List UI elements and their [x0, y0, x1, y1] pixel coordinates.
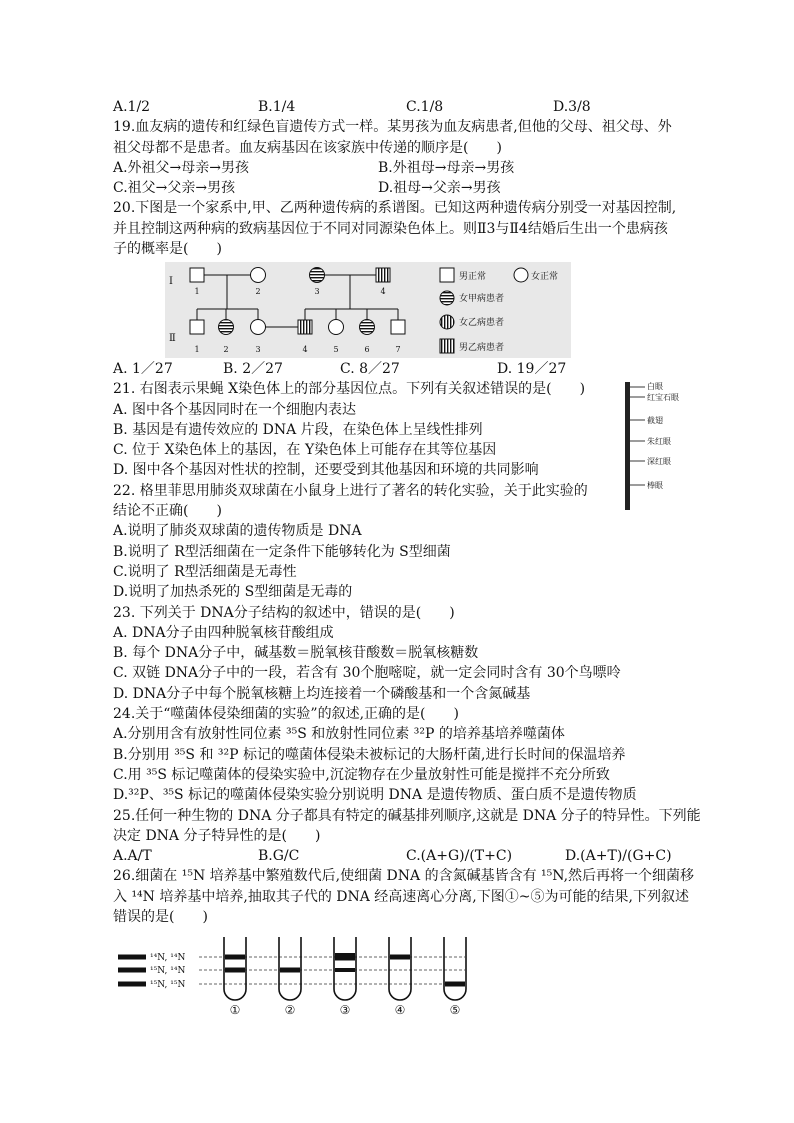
centrifuge-figure: [113, 927, 713, 1019]
tube-1-band-hybrid: [225, 968, 245, 973]
q24-option-d: D.³²P、³⁵S 标记的噬菌体侵染实验分别说明 DNA 是遗传物质、蛋白质不是遗传物质: [113, 787, 637, 804]
q20-options-row: [113, 359, 713, 379]
reference-bands: [118, 955, 146, 987]
tube-labels: [230, 1003, 461, 1017]
tube-label-1: ①: [229, 1003, 241, 1018]
gen2-number: 1: [194, 345, 200, 355]
x-chromosome-gene-map: [615, 378, 690, 514]
pedigree-figure: [113, 259, 713, 359]
chromosome-bar: [625, 382, 630, 510]
centrifuge-tubes-diagram: [113, 927, 483, 1019]
q21-option-b: B. 基因是有遗传效应的 DNA 片段，在染色体上呈线性排列: [113, 421, 483, 438]
q19-options-row: [113, 158, 713, 178]
q25-option-b: B.G/C: [258, 848, 300, 865]
reference-band-light: [118, 955, 146, 960]
tube-3-band-light: [335, 953, 355, 961]
gen2-number: 6: [364, 345, 370, 355]
q20-option-b: B. 2／27: [223, 360, 283, 377]
band-label-heavy: ¹⁵N, ¹⁵N: [150, 980, 186, 991]
tube-4: [389, 937, 411, 1000]
q18-option-c: C.1/8: [406, 99, 444, 115]
q20-stem-line: 20.下图是一个家系中,甲、乙两种遗传病的系谱图。已知这两种遗传病分别受一对基因控制,: [113, 200, 677, 217]
q20-option-a: A. 1／27: [113, 360, 173, 377]
tube-1-band-light: [225, 955, 245, 960]
legend-male-disease-b-symbol: [440, 339, 454, 353]
q20-option-d: D. 19／27: [497, 360, 567, 377]
q23-option-a: A. DNA分子由四种脱氧核苷酸组成: [113, 624, 334, 641]
gen2-number: 7: [395, 345, 401, 355]
question-list: [113, 97, 713, 1019]
q21-option-c: C. 位于 X染色体上的基因，在 Y染色体上可能存在其等位基因: [113, 442, 497, 459]
q24-option-b: B.分别用 ³⁵S 和 ³²P 标记的噬菌体侵染未被标记的大肠杆菌,进行长时间的保温培养: [113, 746, 626, 763]
tube-5: [444, 937, 466, 1000]
pedigree-chart: [165, 262, 571, 358]
ii4-male-disease-b: [298, 320, 312, 334]
i3-female-disease-a: [310, 268, 325, 283]
legend-normal-male-symbol: [440, 268, 454, 282]
gene-locus-ticks: [630, 387, 645, 485]
legend-normal-female-label: 女正常: [531, 272, 559, 283]
q24-option-c: C.用 ³⁵S 标记噬菌体的侵染实验中,沉淀物存在少量放射性可能是搅拌不充分所致: [113, 766, 610, 783]
generation-label-i: Ⅰ: [169, 276, 173, 288]
gen1-number: 4: [380, 287, 386, 297]
q20-stem-line: 子的概率是( ): [113, 241, 222, 258]
ii2-female-disease-a: [219, 320, 234, 335]
q22-stem-line: 22. 格里菲思用肺炎双球菌在小鼠身上进行了著名的转化实验，关于此实验的: [113, 482, 588, 499]
legend-male-disease-b-label: 男乙病患者: [459, 343, 505, 354]
q22-stem-line: 结论不正确( ): [113, 503, 222, 520]
tube-label-5: ⑤: [449, 1003, 461, 1018]
q19-option-d: D.祖母→父亲→男孩: [378, 180, 501, 197]
tube-label-3: ③: [339, 1003, 351, 1018]
ii3-normal-female: [251, 320, 266, 335]
gene-label-cut-wing: 截翅: [647, 416, 663, 425]
q21-option-a: A. 图中各个基因同时在一个细胞内表达: [113, 401, 357, 418]
ii5-normal-female: [329, 320, 344, 335]
tube-2-band-hybrid: [280, 968, 300, 973]
legend-female-disease-b-symbol: [440, 315, 454, 329]
i4-male-disease-b: [376, 268, 390, 282]
gen1-number: 3: [314, 287, 320, 297]
generation-label-ii: Ⅱ: [169, 333, 176, 345]
q22-option-c: C.说明了 R型活细菌是无毒性: [113, 563, 297, 580]
q19-options-row: [113, 178, 713, 198]
q18-option-a: A.1/2: [113, 99, 151, 115]
ii7-normal-male: [391, 320, 405, 334]
q19-stem-line: 19.血友病的遗传和红绿色盲遗传方式一样。某男孩为血友病患者,但他的父母、祖父母、外: [113, 119, 672, 136]
band-label-light: ¹⁴N, ¹⁴N: [150, 953, 186, 964]
i1-normal-male: [190, 268, 204, 282]
gene-label-bar-eye: 棒眼: [647, 481, 663, 490]
i2-normal-female: [251, 268, 266, 283]
gen1-number: 1: [194, 287, 200, 297]
legend-female-disease-a-label: 女甲病患者: [459, 294, 505, 305]
q23-option-d: D. DNA分子中每个脱氧核糖上均连接着一个磷酸基和一个含氮碱基: [113, 685, 531, 702]
q25-stem-line: 决定 DNA 分子特异性的是( ): [113, 827, 321, 844]
tube-5-band-heavy: [445, 982, 465, 987]
reference-band-heavy: [118, 982, 146, 987]
q26-stem-line: 26.细菌在 ¹⁵N 培养基中繁殖数代后,使细菌 DNA 的含氮碱基皆含有 ¹⁵N,然后再将一个细菌移: [113, 868, 695, 885]
tube-label-4: ④: [394, 1003, 406, 1018]
q19-option-c: C.祖父→父亲→男孩: [113, 180, 236, 197]
legend-normal-female-symbol: [514, 268, 528, 282]
q24-stem-line: 24.关于“噬菌体侵染细菌的实验”的叙述,正确的是( ): [113, 706, 459, 723]
q22-option-d: D.说明了加热杀死的 S型细菌是无毒的: [113, 584, 353, 601]
q21-stem-line: 21. 右图表示果蝇 X染色体上的部分基因位点。下列有关叙述错误的是( ): [113, 381, 586, 398]
tube-label-2: ②: [284, 1003, 296, 1018]
q22-option-b: B.说明了 R型活细菌在一定条件下能够转化为 S型细菌: [113, 543, 451, 560]
q23-option-c: C. 双链 DNA分子中的一段，若含有 30个胞嘧啶，就一定会同时含有 30个鸟嘌呤: [113, 665, 621, 682]
gen2-number: 3: [255, 345, 261, 355]
q25-option-a: A.A/T: [113, 848, 152, 865]
q20-stem-line: 并且控制这两种病的致病基因位于不同对同源染色体上。则Ⅱ3与Ⅱ4结婚后生出一个患病孩: [113, 220, 668, 237]
ii6-female-disease-a: [360, 320, 375, 335]
gen2-number: 5: [333, 345, 339, 355]
gen2-number: 4: [302, 345, 308, 355]
q25-option-d: D.(A+T)/(G+C): [565, 848, 672, 865]
legend-female-disease-a-symbol: [440, 291, 454, 305]
gen1-number: 2: [255, 287, 261, 297]
q23-stem-line: 23. 下列关于 DNA分子结构的叙述中，错误的是( ): [113, 604, 455, 621]
q26-stem-line: 入 ¹⁴N 培养基中培养,抽取其子代的 DNA 经高速离心分离,下图①~⑤为可能的结果,下列叙述: [113, 888, 689, 905]
legend-normal-male-label: 男正常: [459, 272, 487, 283]
gene-label-ruby-eye: 红宝石眼: [647, 393, 679, 402]
tube-3-band-hybrid: [335, 968, 355, 972]
gene-labels: [647, 381, 679, 490]
q19-stem-line: 祖父母都不是患者。血友病基因在该家族中传递的顺序是( ): [113, 139, 502, 156]
q23-option-b: B. 每个 DNA分子中，碱基数＝脱氧核苷酸数＝脱氧核糖数: [113, 645, 479, 662]
gene-label-vermilion-eye: 朱红眼: [647, 437, 671, 446]
gene-label-white-eye: 白眼: [647, 382, 663, 391]
ii1-normal-male: [190, 320, 204, 334]
q19-option-a: A.外祖父→母亲→男孩: [113, 159, 250, 176]
q25-stem-line: 25.任何一种生物的 DNA 分子都具有特定的碱基排列顺序,这就是 DNA 分子的特异性。下列能: [113, 807, 701, 824]
reference-band-labels: [150, 953, 185, 990]
q20-option-c: C. 8／27: [340, 360, 400, 377]
q21-option-d: D. 图中各个基因对性状的控制，还要受到其他基因和环境的共同影响: [113, 462, 539, 479]
q25-option-c: C.(A+G)/(T+C): [406, 848, 513, 865]
q26-stem-line: 错误的是( ): [113, 908, 208, 925]
q25-options-row: [113, 846, 713, 866]
q18-option-d: D.3/8: [553, 99, 591, 115]
gene-label-garnet-eye: 深红眼: [647, 457, 671, 466]
tube-4-band-light: [390, 955, 410, 960]
q18-option-b: B.1/4: [258, 99, 296, 115]
q22-option-a: A.说明了肺炎双球菌的遗传物质是 DNA: [113, 523, 362, 540]
q24-option-a: A.分别用含有放射性同位素 ³⁵S 和放射性同位素 ³²P 的培养基培养噬菌体: [113, 726, 565, 743]
q18-options-row: [113, 97, 713, 117]
reference-band-hybrid: [118, 968, 146, 973]
q19-option-b: B.外祖母→母亲→男孩: [378, 159, 515, 176]
band-label-hybrid: ¹⁵N, ¹⁴N: [150, 966, 186, 977]
legend-female-disease-b-label: 女乙病患者: [459, 318, 505, 329]
gen2-number: 2: [223, 345, 229, 355]
